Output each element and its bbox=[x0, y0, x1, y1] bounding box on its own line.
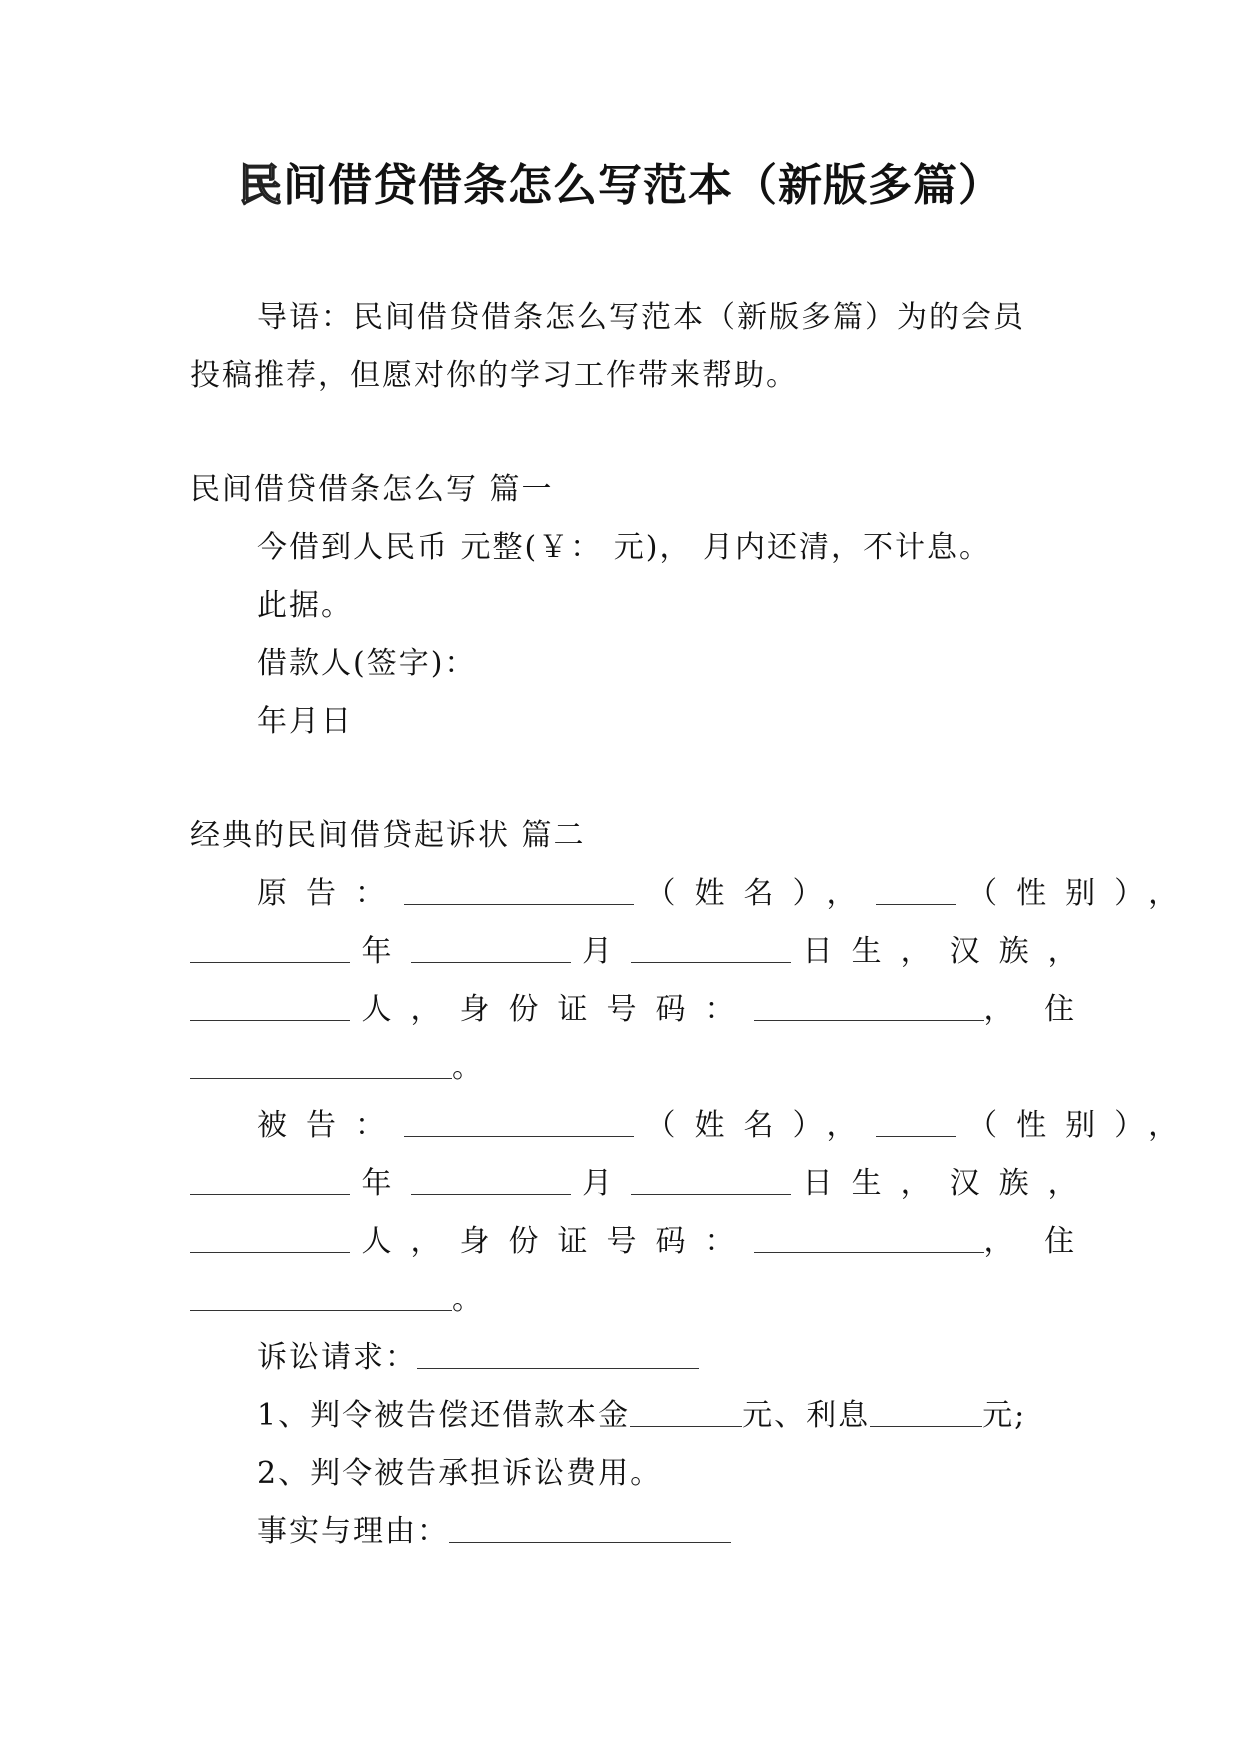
name-note: （姓名）， bbox=[645, 876, 876, 911]
section1-line-1: 今借到人民币 元整(￥： 元)， 月内还清，不计息。 bbox=[257, 530, 992, 565]
live-text: 住 bbox=[1044, 992, 1077, 1027]
person-id-text: 人，身份证号码： bbox=[361, 1224, 754, 1259]
comma-text: ， bbox=[983, 992, 1033, 1027]
blank-line bbox=[190, 990, 350, 1021]
plaintiff-line-3 bbox=[190, 990, 1076, 1030]
section1-line-4: 年月日 bbox=[257, 704, 353, 739]
facts-label: 事实与理由： bbox=[257, 1514, 449, 1549]
blank-line bbox=[404, 1106, 634, 1137]
title-first-char: 民 bbox=[238, 160, 283, 211]
section1-heading: 民间借贷借条怎么写 篇一 bbox=[190, 472, 554, 507]
period-text: 。 bbox=[452, 1050, 484, 1085]
claim1-principal-text: 1、判令被告偿还借款本金 bbox=[257, 1398, 631, 1433]
blank-line bbox=[630, 1396, 742, 1427]
intro-line-1: 导语：民间借贷借条怎么写范本（新版多篇）为的会员 bbox=[257, 300, 1025, 335]
facts-line bbox=[257, 1512, 731, 1552]
title-rest: 间借贷借条怎么写范本（新版多篇） bbox=[283, 160, 1003, 211]
month-text: 月 bbox=[582, 1166, 632, 1201]
blank-line bbox=[190, 1222, 350, 1253]
section1-line-2: 此据。 bbox=[257, 588, 353, 623]
gender-note: （性别）， bbox=[967, 876, 1198, 911]
claims-line bbox=[257, 1338, 699, 1378]
claim1-interest-text: 元、利息 bbox=[742, 1398, 871, 1433]
section1-line-3: 借款人(签字)： bbox=[257, 646, 477, 681]
year-text: 年 bbox=[361, 934, 411, 969]
plaintiff-line-1 bbox=[257, 874, 1197, 914]
claim-1 bbox=[257, 1396, 1026, 1436]
blank-line bbox=[190, 1048, 452, 1079]
document-title bbox=[0, 158, 1241, 214]
blank-line bbox=[631, 932, 791, 963]
plaintiff-line-2 bbox=[190, 932, 1097, 972]
blank-line bbox=[870, 1396, 982, 1427]
birth-ethnicity-text: 日生，汉族， bbox=[802, 1166, 1097, 1201]
live-text: 住 bbox=[1044, 1224, 1077, 1259]
blank-line bbox=[411, 932, 571, 963]
blank-line bbox=[404, 874, 634, 905]
defendant-line-4 bbox=[190, 1280, 484, 1320]
period-text: 。 bbox=[452, 1282, 484, 1317]
blank-line bbox=[754, 1222, 984, 1253]
claim-2: 2、判令被告承担诉讼费用。 bbox=[257, 1456, 663, 1491]
claim1-end-text: 元; bbox=[982, 1398, 1027, 1433]
blank-line bbox=[417, 1338, 699, 1369]
blank-line bbox=[876, 874, 956, 905]
plaintiff-line-4 bbox=[190, 1048, 484, 1088]
blank-line bbox=[190, 1164, 350, 1195]
defendant-label: 被告： bbox=[257, 1108, 404, 1143]
month-text: 月 bbox=[582, 934, 632, 969]
blank-line bbox=[190, 932, 350, 963]
blank-line bbox=[411, 1164, 571, 1195]
blank-line bbox=[754, 990, 984, 1021]
blank-line bbox=[190, 1280, 452, 1311]
comma-text: ， bbox=[983, 1224, 1033, 1259]
year-text: 年 bbox=[361, 1166, 411, 1201]
gender-note: （性别）， bbox=[967, 1108, 1198, 1143]
intro-line-2: 投稿推荐，但愿对你的学习工作带来帮助。 bbox=[190, 358, 798, 393]
blank-line bbox=[876, 1106, 956, 1137]
defendant-line-3 bbox=[190, 1222, 1076, 1262]
defendant-line-1 bbox=[257, 1106, 1197, 1146]
claims-label: 诉讼请求： bbox=[257, 1340, 417, 1375]
birth-ethnicity-text: 日生，汉族， bbox=[802, 934, 1097, 969]
defendant-line-2 bbox=[190, 1164, 1097, 1204]
blank-line bbox=[449, 1512, 731, 1543]
person-id-text: 人，身份证号码： bbox=[361, 992, 754, 1027]
section2-heading: 经典的民间借贷起诉状 篇二 bbox=[190, 818, 586, 853]
name-note: （姓名）， bbox=[645, 1108, 876, 1143]
plaintiff-label: 原告： bbox=[257, 876, 404, 911]
blank-line bbox=[631, 1164, 791, 1195]
